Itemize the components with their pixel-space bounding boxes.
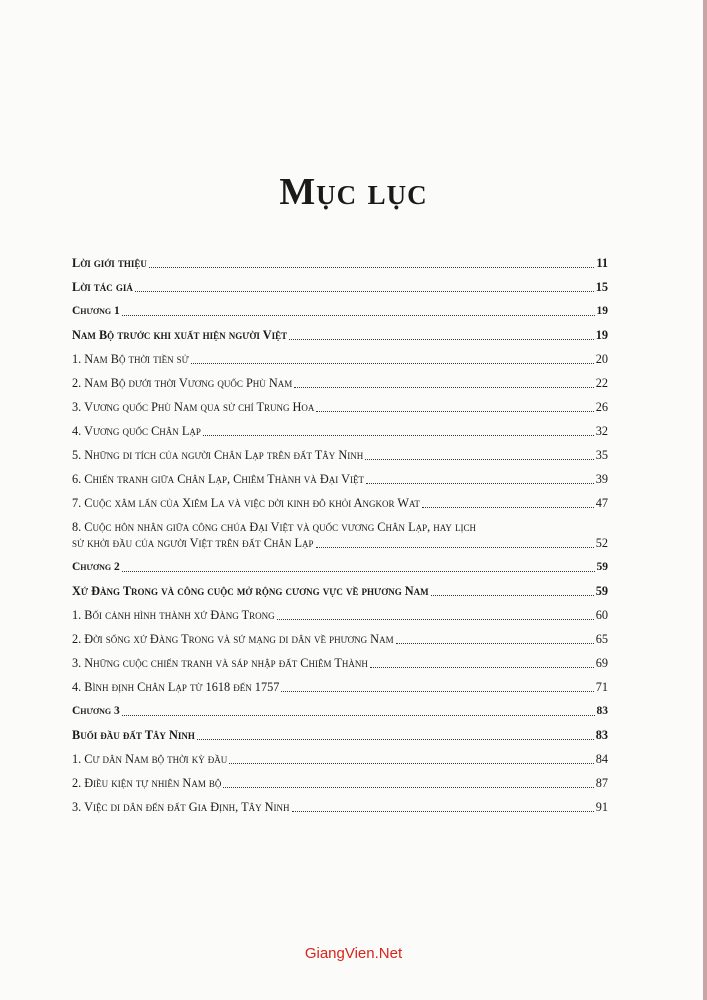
toc-entry-label: Lời giới thiệu	[72, 256, 147, 270]
toc-entry-label: 7. Cuộc xâm lấn của Xiêm La và việc dời kinh đô khỏi Angkor Wat	[72, 496, 420, 510]
toc-entry-label: 3. Vương quốc Phù Nam qua sử chí Trung Hoa	[72, 400, 315, 414]
dot-leader	[422, 507, 594, 508]
toc-entry-page: 84	[595, 752, 608, 766]
toc-entry-1-7[interactable]	[72, 495, 608, 511]
toc-entry-page: 71	[595, 680, 608, 694]
dot-leader	[122, 715, 595, 716]
toc-entry-loi-tac-gia[interactable]	[72, 279, 608, 295]
toc-entry-3-1[interactable]	[72, 751, 608, 767]
toc-entry-2-3[interactable]	[72, 655, 608, 671]
dot-leader	[277, 619, 594, 620]
toc-entry-label: 2. Nam Bộ dưới thời Vương quốc Phù Nam	[72, 376, 293, 390]
toc-entry-page: 20	[595, 352, 608, 366]
toc-entry-page: 19	[596, 305, 608, 317]
toc-entry-label: 3. Những cuộc chiến tranh và sáp nhập đất Chiêm Thành	[72, 656, 368, 670]
toc-entry-label: 1. Nam Bộ thời tiền sử	[72, 352, 189, 366]
toc-entry-1-8[interactable]	[72, 519, 608, 551]
dot-leader	[396, 643, 594, 644]
toc-entry-label: Chương 1	[72, 305, 120, 317]
toc-entry-2-4[interactable]	[72, 679, 608, 695]
dot-leader	[203, 435, 594, 436]
dot-leader	[229, 763, 593, 764]
toc-entry-chapter-1[interactable]	[72, 303, 608, 319]
toc-entry-chapter-3-title[interactable]	[72, 727, 608, 743]
toc-entry-page: 83	[596, 705, 608, 717]
toc-entry-label: 3. Việc di dân đến đất Gia Định, Tây Ninh	[72, 800, 290, 814]
toc-entry-page: 47	[595, 496, 608, 510]
dot-leader	[281, 691, 593, 692]
toc-entry-1-1[interactable]	[72, 351, 608, 367]
dot-leader	[366, 483, 594, 484]
toc-entry-page: 22	[595, 376, 608, 390]
toc-entry-page: 52	[595, 536, 608, 550]
toc-entry-label-line1: 8. Cuộc hôn nhân giữa công chúa Đại Việt và quốc vương Chân Lạp, hay lịch	[72, 520, 476, 534]
dot-leader	[431, 595, 594, 596]
toc-entry-label-line2: sử khởi đầu của người Việt trên đất Chân Lạp	[72, 536, 314, 550]
dot-leader	[191, 363, 594, 364]
toc-entry-3-3[interactable]	[72, 799, 608, 815]
toc-entry-page: 83	[595, 728, 608, 742]
toc-entry-chapter-2[interactable]	[72, 559, 608, 575]
toc-entry-page: 69	[595, 656, 608, 670]
toc-entry-label: 4. Vương quốc Chân Lạp	[72, 424, 201, 438]
dot-leader	[365, 459, 593, 460]
page-title: Mục lục	[279, 171, 428, 213]
toc-entry-chapter-1-title[interactable]	[72, 327, 608, 343]
dot-leader	[294, 387, 593, 388]
dot-leader	[370, 667, 594, 668]
toc-entry-page: 26	[595, 400, 608, 414]
dot-leader	[316, 411, 593, 412]
page-edge	[703, 0, 707, 1000]
dot-leader	[316, 547, 594, 548]
dot-leader	[292, 811, 594, 812]
dot-leader	[223, 787, 593, 788]
toc-entry-label: 1. Cư dân Nam bộ thời kỳ đầu	[72, 752, 228, 766]
toc-entry-label: 2. Điều kiện tự nhiên Nam bộ	[72, 776, 222, 790]
toc-entry-page: 35	[595, 448, 608, 462]
toc-entry-label: Nam Bộ trước khi xuất hiện người Việt	[72, 328, 288, 342]
toc-entry-page: 59	[595, 584, 608, 598]
toc-entry-line2	[72, 535, 608, 551]
toc-entry-page: 60	[595, 608, 608, 622]
toc-entry-page: 65	[595, 632, 608, 646]
toc-entry-page: 91	[595, 800, 608, 814]
toc-entry-1-4[interactable]	[72, 423, 608, 439]
toc-entry-1-2[interactable]	[72, 375, 608, 391]
dot-leader	[122, 571, 595, 572]
toc-entry-1-6[interactable]	[72, 471, 608, 487]
toc-entry-1-3[interactable]	[72, 399, 608, 415]
dot-leader	[149, 267, 595, 268]
toc-entry-page: 59	[596, 561, 608, 573]
watermark: GiangVien.Net	[304, 945, 403, 962]
toc-entry-page: 39	[595, 472, 608, 486]
toc-entry-label: Chương 3	[72, 705, 120, 717]
toc-entry-label: 4. Bình định Chân Lạp từ 1618 đến 1757	[72, 680, 280, 694]
toc-entry-page: 19	[595, 328, 608, 342]
toc-entry-label: Chương 2	[72, 561, 120, 573]
toc-entry-page: 11	[596, 256, 608, 270]
toc-entry-page: 15	[595, 280, 608, 294]
toc-entry-chapter-2-title[interactable]	[72, 583, 608, 599]
toc-entry-chapter-3[interactable]	[72, 703, 608, 719]
dot-leader	[289, 339, 594, 340]
toc-entry-1-5[interactable]	[72, 447, 608, 463]
toc-entry-3-2[interactable]	[72, 775, 608, 791]
toc-entry-page: 32	[595, 424, 608, 438]
toc-entry-2-1[interactable]	[72, 607, 608, 623]
toc-entry-label: Buổi đầu đất Tây Ninh	[72, 728, 195, 742]
dot-leader	[122, 315, 595, 316]
toc-entry-label: Lời tác giả	[72, 280, 133, 294]
toc-entry-page: 87	[595, 776, 608, 790]
table-of-contents	[72, 255, 608, 823]
toc-entry-label: 5. Những di tích của người Chân Lạp trên đất Tây Ninh	[72, 448, 364, 462]
dot-leader	[135, 291, 594, 292]
toc-entry-loi-gioi-thieu[interactable]	[72, 255, 608, 271]
toc-entry-label: 1. Bối cảnh hình thành xứ Đàng Trong	[72, 608, 275, 622]
toc-entry-2-2[interactable]	[72, 631, 608, 647]
toc-entry-label: 6. Chiến tranh giữa Chân Lạp, Chiêm Thành và Đại Việt	[72, 472, 364, 486]
toc-entry-label: 2. Đời sống xứ Đàng Trong và sứ mạng di dân về phương Nam	[72, 632, 394, 646]
dot-leader	[197, 739, 594, 740]
toc-entry-label: Xứ Đàng Trong và công cuộc mở rộng cương vực về phương Nam	[72, 584, 429, 598]
